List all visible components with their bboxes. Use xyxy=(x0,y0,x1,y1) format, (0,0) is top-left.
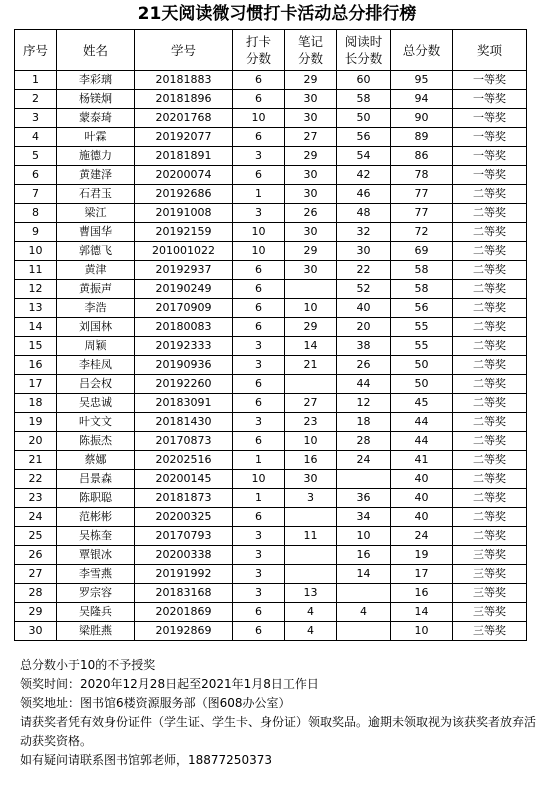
table-row xyxy=(15,109,527,128)
cell-reading-score: 58 xyxy=(337,90,391,109)
cell-checkin-score: 3 xyxy=(233,413,285,432)
cell-rank: 8 xyxy=(15,204,57,223)
cell-name: 吕景森 xyxy=(57,470,135,489)
table-row xyxy=(15,584,527,603)
cell-reading-score: 20 xyxy=(337,318,391,337)
cell-notes-score: 27 xyxy=(285,394,337,413)
cell-award: 一等奖 xyxy=(453,109,527,128)
cell-name: 李桂凤 xyxy=(57,356,135,375)
cell-award: 二等奖 xyxy=(453,451,527,470)
header-name: 姓名 xyxy=(57,30,135,71)
cell-total-score: 40 xyxy=(391,489,453,508)
cell-student-id: 20200145 xyxy=(135,470,233,489)
table-row xyxy=(15,546,527,565)
cell-rank: 21 xyxy=(15,451,57,470)
cell-award: 三等奖 xyxy=(453,584,527,603)
cell-rank: 30 xyxy=(15,622,57,641)
cell-rank: 27 xyxy=(15,565,57,584)
cell-total-score: 19 xyxy=(391,546,453,565)
cell-name: 李雪燕 xyxy=(57,565,135,584)
cell-notes-score: 29 xyxy=(285,318,337,337)
cell-award: 二等奖 xyxy=(453,204,527,223)
cell-total-score: 58 xyxy=(391,261,453,280)
cell-total-score: 95 xyxy=(391,71,453,90)
cell-checkin-score: 6 xyxy=(233,128,285,147)
cell-notes-score xyxy=(285,280,337,299)
cell-award: 二等奖 xyxy=(453,413,527,432)
cell-notes-score: 4 xyxy=(285,603,337,622)
cell-student-id: 20191992 xyxy=(135,565,233,584)
cell-award: 二等奖 xyxy=(453,299,527,318)
cell-reading-score: 30 xyxy=(337,242,391,261)
cell-student-id: 20201768 xyxy=(135,109,233,128)
table-row xyxy=(15,394,527,413)
cell-notes-score xyxy=(285,375,337,394)
cell-reading-score: 4 xyxy=(337,603,391,622)
cell-notes-score: 4 xyxy=(285,622,337,641)
cell-notes-score: 10 xyxy=(285,299,337,318)
cell-notes-score: 11 xyxy=(285,527,337,546)
cell-rank: 5 xyxy=(15,147,57,166)
cell-checkin-score: 6 xyxy=(233,375,285,394)
cell-total-score: 16 xyxy=(391,584,453,603)
cell-reading-score: 38 xyxy=(337,337,391,356)
cell-rank: 17 xyxy=(15,375,57,394)
cell-checkin-score: 1 xyxy=(233,451,285,470)
cell-name: 叶文文 xyxy=(57,413,135,432)
table-row xyxy=(15,413,527,432)
cell-reading-score xyxy=(337,622,391,641)
cell-name: 郭德飞 xyxy=(57,242,135,261)
cell-notes-score: 29 xyxy=(285,147,337,166)
table-row xyxy=(15,451,527,470)
cell-reading-score: 42 xyxy=(337,166,391,185)
cell-reading-score: 36 xyxy=(337,489,391,508)
table-row xyxy=(15,489,527,508)
cell-rank: 28 xyxy=(15,584,57,603)
table-header-row xyxy=(15,30,527,71)
cell-notes-score: 30 xyxy=(285,166,337,185)
cell-name: 黄津 xyxy=(57,261,135,280)
cell-student-id: 20192159 xyxy=(135,223,233,242)
cell-total-score: 77 xyxy=(391,185,453,204)
cell-notes-score: 30 xyxy=(285,470,337,489)
cell-total-score: 55 xyxy=(391,337,453,356)
cell-award: 二等奖 xyxy=(453,432,527,451)
cell-award: 二等奖 xyxy=(453,185,527,204)
cell-total-score: 55 xyxy=(391,318,453,337)
table-row xyxy=(15,356,527,375)
cell-notes-score xyxy=(285,508,337,527)
cell-checkin-score: 3 xyxy=(233,584,285,603)
cell-award: 三等奖 xyxy=(453,565,527,584)
cell-rank: 11 xyxy=(15,261,57,280)
cell-notes-score: 3 xyxy=(285,489,337,508)
cell-name: 覃银冰 xyxy=(57,546,135,565)
cell-student-id: 20183168 xyxy=(135,584,233,603)
cell-award: 二等奖 xyxy=(453,489,527,508)
cell-award: 一等奖 xyxy=(453,166,527,185)
cell-checkin-score: 6 xyxy=(233,299,285,318)
cell-student-id: 20181883 xyxy=(135,71,233,90)
ranking-table xyxy=(14,29,527,641)
cell-total-score: 86 xyxy=(391,147,453,166)
cell-award: 二等奖 xyxy=(453,318,527,337)
cell-name: 蒙泰琦 xyxy=(57,109,135,128)
cell-reading-score: 24 xyxy=(337,451,391,470)
cell-award: 二等奖 xyxy=(453,508,527,527)
cell-student-id: 20200338 xyxy=(135,546,233,565)
cell-reading-score xyxy=(337,470,391,489)
cell-award: 二等奖 xyxy=(453,242,527,261)
cell-total-score: 78 xyxy=(391,166,453,185)
cell-rank: 25 xyxy=(15,527,57,546)
table-row xyxy=(15,223,527,242)
cell-student-id: 20181891 xyxy=(135,147,233,166)
cell-rank: 24 xyxy=(15,508,57,527)
cell-notes-score xyxy=(285,546,337,565)
cell-checkin-score: 3 xyxy=(233,546,285,565)
table-row xyxy=(15,90,527,109)
note-collection-address: 领奖地址：图书馆6楼资源服务部（图608办公室） xyxy=(20,696,291,710)
cell-award: 二等奖 xyxy=(453,261,527,280)
cell-student-id: 20170793 xyxy=(135,527,233,546)
cell-award: 三等奖 xyxy=(453,603,527,622)
cell-student-id: 20192333 xyxy=(135,337,233,356)
table-row xyxy=(15,128,527,147)
table-row xyxy=(15,185,527,204)
cell-total-score: 58 xyxy=(391,280,453,299)
header-notes-score: 笔记 分数 xyxy=(285,30,337,71)
cell-name: 黄建泽 xyxy=(57,166,135,185)
cell-checkin-score: 6 xyxy=(233,432,285,451)
header-award: 奖项 xyxy=(453,30,527,71)
cell-rank: 4 xyxy=(15,128,57,147)
cell-reading-score: 26 xyxy=(337,356,391,375)
cell-student-id: 20170873 xyxy=(135,432,233,451)
table-row xyxy=(15,166,527,185)
cell-total-score: 40 xyxy=(391,470,453,489)
cell-checkin-score: 6 xyxy=(233,90,285,109)
cell-reading-score xyxy=(337,584,391,603)
cell-checkin-score: 6 xyxy=(233,508,285,527)
cell-name: 石君玉 xyxy=(57,185,135,204)
table-row xyxy=(15,527,527,546)
note-collection-time: 领奖时间：2020年12月28日起至2021年1月8日工作日 xyxy=(20,677,319,691)
cell-name: 吴栋奎 xyxy=(57,527,135,546)
cell-name: 陈职聪 xyxy=(57,489,135,508)
cell-checkin-score: 6 xyxy=(233,603,285,622)
cell-rank: 9 xyxy=(15,223,57,242)
table-row xyxy=(15,432,527,451)
cell-name: 罗宗容 xyxy=(57,584,135,603)
cell-total-score: 89 xyxy=(391,128,453,147)
cell-rank: 19 xyxy=(15,413,57,432)
table-row xyxy=(15,280,527,299)
table-row xyxy=(15,337,527,356)
cell-reading-score: 54 xyxy=(337,147,391,166)
table-row xyxy=(15,261,527,280)
cell-rank: 7 xyxy=(15,185,57,204)
cell-student-id: 20181873 xyxy=(135,489,233,508)
table-row xyxy=(15,470,527,489)
cell-notes-score: 29 xyxy=(285,242,337,261)
cell-rank: 26 xyxy=(15,546,57,565)
cell-student-id: 20170909 xyxy=(135,299,233,318)
cell-student-id: 20192077 xyxy=(135,128,233,147)
cell-checkin-score: 6 xyxy=(233,622,285,641)
cell-total-score: 45 xyxy=(391,394,453,413)
cell-name: 曹国华 xyxy=(57,223,135,242)
cell-total-score: 56 xyxy=(391,299,453,318)
cell-checkin-score: 10 xyxy=(233,242,285,261)
cell-student-id: 20192869 xyxy=(135,622,233,641)
table-row xyxy=(15,299,527,318)
cell-rank: 1 xyxy=(15,71,57,90)
cell-notes-score: 10 xyxy=(285,432,337,451)
cell-total-score: 69 xyxy=(391,242,453,261)
cell-notes-score: 30 xyxy=(285,185,337,204)
cell-name: 周颖 xyxy=(57,337,135,356)
table-row xyxy=(15,242,527,261)
cell-notes-score: 30 xyxy=(285,90,337,109)
cell-total-score: 44 xyxy=(391,432,453,451)
notes-section xyxy=(20,656,540,770)
cell-award: 一等奖 xyxy=(453,128,527,147)
cell-student-id: 20183091 xyxy=(135,394,233,413)
cell-student-id: 20181430 xyxy=(135,413,233,432)
cell-total-score: 50 xyxy=(391,356,453,375)
cell-notes-score: 26 xyxy=(285,204,337,223)
cell-student-id: 20180083 xyxy=(135,318,233,337)
cell-rank: 14 xyxy=(15,318,57,337)
cell-student-id: 20181896 xyxy=(135,90,233,109)
cell-student-id: 20190936 xyxy=(135,356,233,375)
cell-reading-score: 56 xyxy=(337,128,391,147)
cell-checkin-score: 6 xyxy=(233,261,285,280)
cell-checkin-score: 6 xyxy=(233,280,285,299)
cell-reading-score: 52 xyxy=(337,280,391,299)
cell-student-id: 20190249 xyxy=(135,280,233,299)
cell-reading-score: 12 xyxy=(337,394,391,413)
cell-checkin-score: 6 xyxy=(233,166,285,185)
cell-name: 陈振杰 xyxy=(57,432,135,451)
note-contact: 如有疑问请联系图书馆郭老师，18877250373 xyxy=(20,753,272,767)
table-row xyxy=(15,318,527,337)
cell-name: 刘国林 xyxy=(57,318,135,337)
cell-rank: 10 xyxy=(15,242,57,261)
cell-notes-score: 30 xyxy=(285,261,337,280)
cell-notes-score: 30 xyxy=(285,223,337,242)
table-row xyxy=(15,565,527,584)
cell-name: 蔡娜 xyxy=(57,451,135,470)
cell-checkin-score: 3 xyxy=(233,527,285,546)
cell-total-score: 10 xyxy=(391,622,453,641)
cell-total-score: 50 xyxy=(391,375,453,394)
cell-checkin-score: 10 xyxy=(233,223,285,242)
cell-student-id: 20192937 xyxy=(135,261,233,280)
cell-name: 吴隆兵 xyxy=(57,603,135,622)
cell-student-id: 20200325 xyxy=(135,508,233,527)
cell-rank: 20 xyxy=(15,432,57,451)
cell-total-score: 24 xyxy=(391,527,453,546)
cell-award: 一等奖 xyxy=(453,147,527,166)
table-row xyxy=(15,508,527,527)
cell-notes-score: 16 xyxy=(285,451,337,470)
cell-award: 二等奖 xyxy=(453,356,527,375)
cell-checkin-score: 1 xyxy=(233,185,285,204)
cell-award: 三等奖 xyxy=(453,546,527,565)
cell-checkin-score: 6 xyxy=(233,71,285,90)
cell-student-id: 20191008 xyxy=(135,204,233,223)
cell-reading-score: 60 xyxy=(337,71,391,90)
cell-rank: 22 xyxy=(15,470,57,489)
table-row xyxy=(15,147,527,166)
cell-name: 吕会权 xyxy=(57,375,135,394)
cell-checkin-score: 1 xyxy=(233,489,285,508)
cell-rank: 13 xyxy=(15,299,57,318)
cell-name: 梁胜燕 xyxy=(57,622,135,641)
cell-checkin-score: 10 xyxy=(233,109,285,128)
table-row xyxy=(15,204,527,223)
cell-student-id: 20201869 xyxy=(135,603,233,622)
cell-rank: 12 xyxy=(15,280,57,299)
cell-checkin-score: 10 xyxy=(233,470,285,489)
cell-total-score: 77 xyxy=(391,204,453,223)
cell-notes-score: 29 xyxy=(285,71,337,90)
cell-name: 李彩璃 xyxy=(57,71,135,90)
cell-checkin-score: 3 xyxy=(233,204,285,223)
header-student-id: 学号 xyxy=(135,30,233,71)
cell-rank: 2 xyxy=(15,90,57,109)
cell-notes-score: 21 xyxy=(285,356,337,375)
ranking-table-body xyxy=(15,71,527,641)
note-instructions: 请获奖者凭有效身份证件（学生证、学生卡、身份证）领取奖品。逾期未领取视为该获奖者放弃活动获奖资格。 xyxy=(20,715,537,748)
cell-notes-score: 30 xyxy=(285,109,337,128)
cell-notes-score: 27 xyxy=(285,128,337,147)
cell-rank: 16 xyxy=(15,356,57,375)
cell-reading-score: 50 xyxy=(337,109,391,128)
cell-rank: 23 xyxy=(15,489,57,508)
cell-name: 黄振声 xyxy=(57,280,135,299)
cell-rank: 6 xyxy=(15,166,57,185)
cell-total-score: 94 xyxy=(391,90,453,109)
cell-name: 吴忠诚 xyxy=(57,394,135,413)
cell-rank: 18 xyxy=(15,394,57,413)
cell-award: 二等奖 xyxy=(453,527,527,546)
cell-student-id: 201001022 xyxy=(135,242,233,261)
cell-checkin-score: 3 xyxy=(233,565,285,584)
cell-award: 三等奖 xyxy=(453,622,527,641)
cell-award: 一等奖 xyxy=(453,71,527,90)
cell-student-id: 20192260 xyxy=(135,375,233,394)
cell-award: 二等奖 xyxy=(453,337,527,356)
cell-notes-score: 13 xyxy=(285,584,337,603)
cell-name: 叶霖 xyxy=(57,128,135,147)
cell-name: 杨镁炯 xyxy=(57,90,135,109)
cell-rank: 29 xyxy=(15,603,57,622)
header-reading-score: 阅读时 长分数 xyxy=(337,30,391,71)
cell-notes-score: 23 xyxy=(285,413,337,432)
cell-name: 梁江 xyxy=(57,204,135,223)
cell-reading-score: 48 xyxy=(337,204,391,223)
cell-total-score: 72 xyxy=(391,223,453,242)
cell-rank: 3 xyxy=(15,109,57,128)
cell-reading-score: 14 xyxy=(337,565,391,584)
cell-reading-score: 34 xyxy=(337,508,391,527)
header-rank: 序号 xyxy=(15,30,57,71)
note-threshold: 总分数小于10的不予授奖 xyxy=(20,658,156,672)
cell-award: 二等奖 xyxy=(453,470,527,489)
cell-reading-score: 16 xyxy=(337,546,391,565)
cell-total-score: 17 xyxy=(391,565,453,584)
cell-checkin-score: 6 xyxy=(233,394,285,413)
cell-checkin-score: 3 xyxy=(233,356,285,375)
cell-award: 二等奖 xyxy=(453,223,527,242)
header-checkin-score: 打卡 分数 xyxy=(233,30,285,71)
header-total-score: 总分数 xyxy=(391,30,453,71)
cell-total-score: 41 xyxy=(391,451,453,470)
table-row xyxy=(15,71,527,90)
cell-student-id: 20200074 xyxy=(135,166,233,185)
cell-reading-score: 18 xyxy=(337,413,391,432)
cell-checkin-score: 3 xyxy=(233,337,285,356)
cell-student-id: 20202516 xyxy=(135,451,233,470)
cell-total-score: 90 xyxy=(391,109,453,128)
cell-reading-score: 32 xyxy=(337,223,391,242)
cell-total-score: 14 xyxy=(391,603,453,622)
page-title: 21天阅读微习惯打卡活动总分排行榜 xyxy=(137,4,417,24)
cell-checkin-score: 3 xyxy=(233,147,285,166)
cell-reading-score: 40 xyxy=(337,299,391,318)
cell-reading-score: 10 xyxy=(337,527,391,546)
cell-total-score: 44 xyxy=(391,413,453,432)
cell-reading-score: 46 xyxy=(337,185,391,204)
cell-name: 施德力 xyxy=(57,147,135,166)
cell-checkin-score: 6 xyxy=(233,318,285,337)
table-row xyxy=(15,375,527,394)
cell-reading-score: 22 xyxy=(337,261,391,280)
cell-total-score: 40 xyxy=(391,508,453,527)
cell-award: 一等奖 xyxy=(453,90,527,109)
cell-reading-score: 28 xyxy=(337,432,391,451)
cell-name: 李浩 xyxy=(57,299,135,318)
table-row xyxy=(15,603,527,622)
table-row xyxy=(15,622,527,641)
cell-student-id: 20192686 xyxy=(135,185,233,204)
cell-notes-score xyxy=(285,565,337,584)
cell-rank: 15 xyxy=(15,337,57,356)
cell-award: 二等奖 xyxy=(453,375,527,394)
cell-notes-score: 14 xyxy=(285,337,337,356)
cell-award: 二等奖 xyxy=(453,280,527,299)
cell-name: 范彬彬 xyxy=(57,508,135,527)
cell-award: 二等奖 xyxy=(453,394,527,413)
cell-reading-score: 44 xyxy=(337,375,391,394)
